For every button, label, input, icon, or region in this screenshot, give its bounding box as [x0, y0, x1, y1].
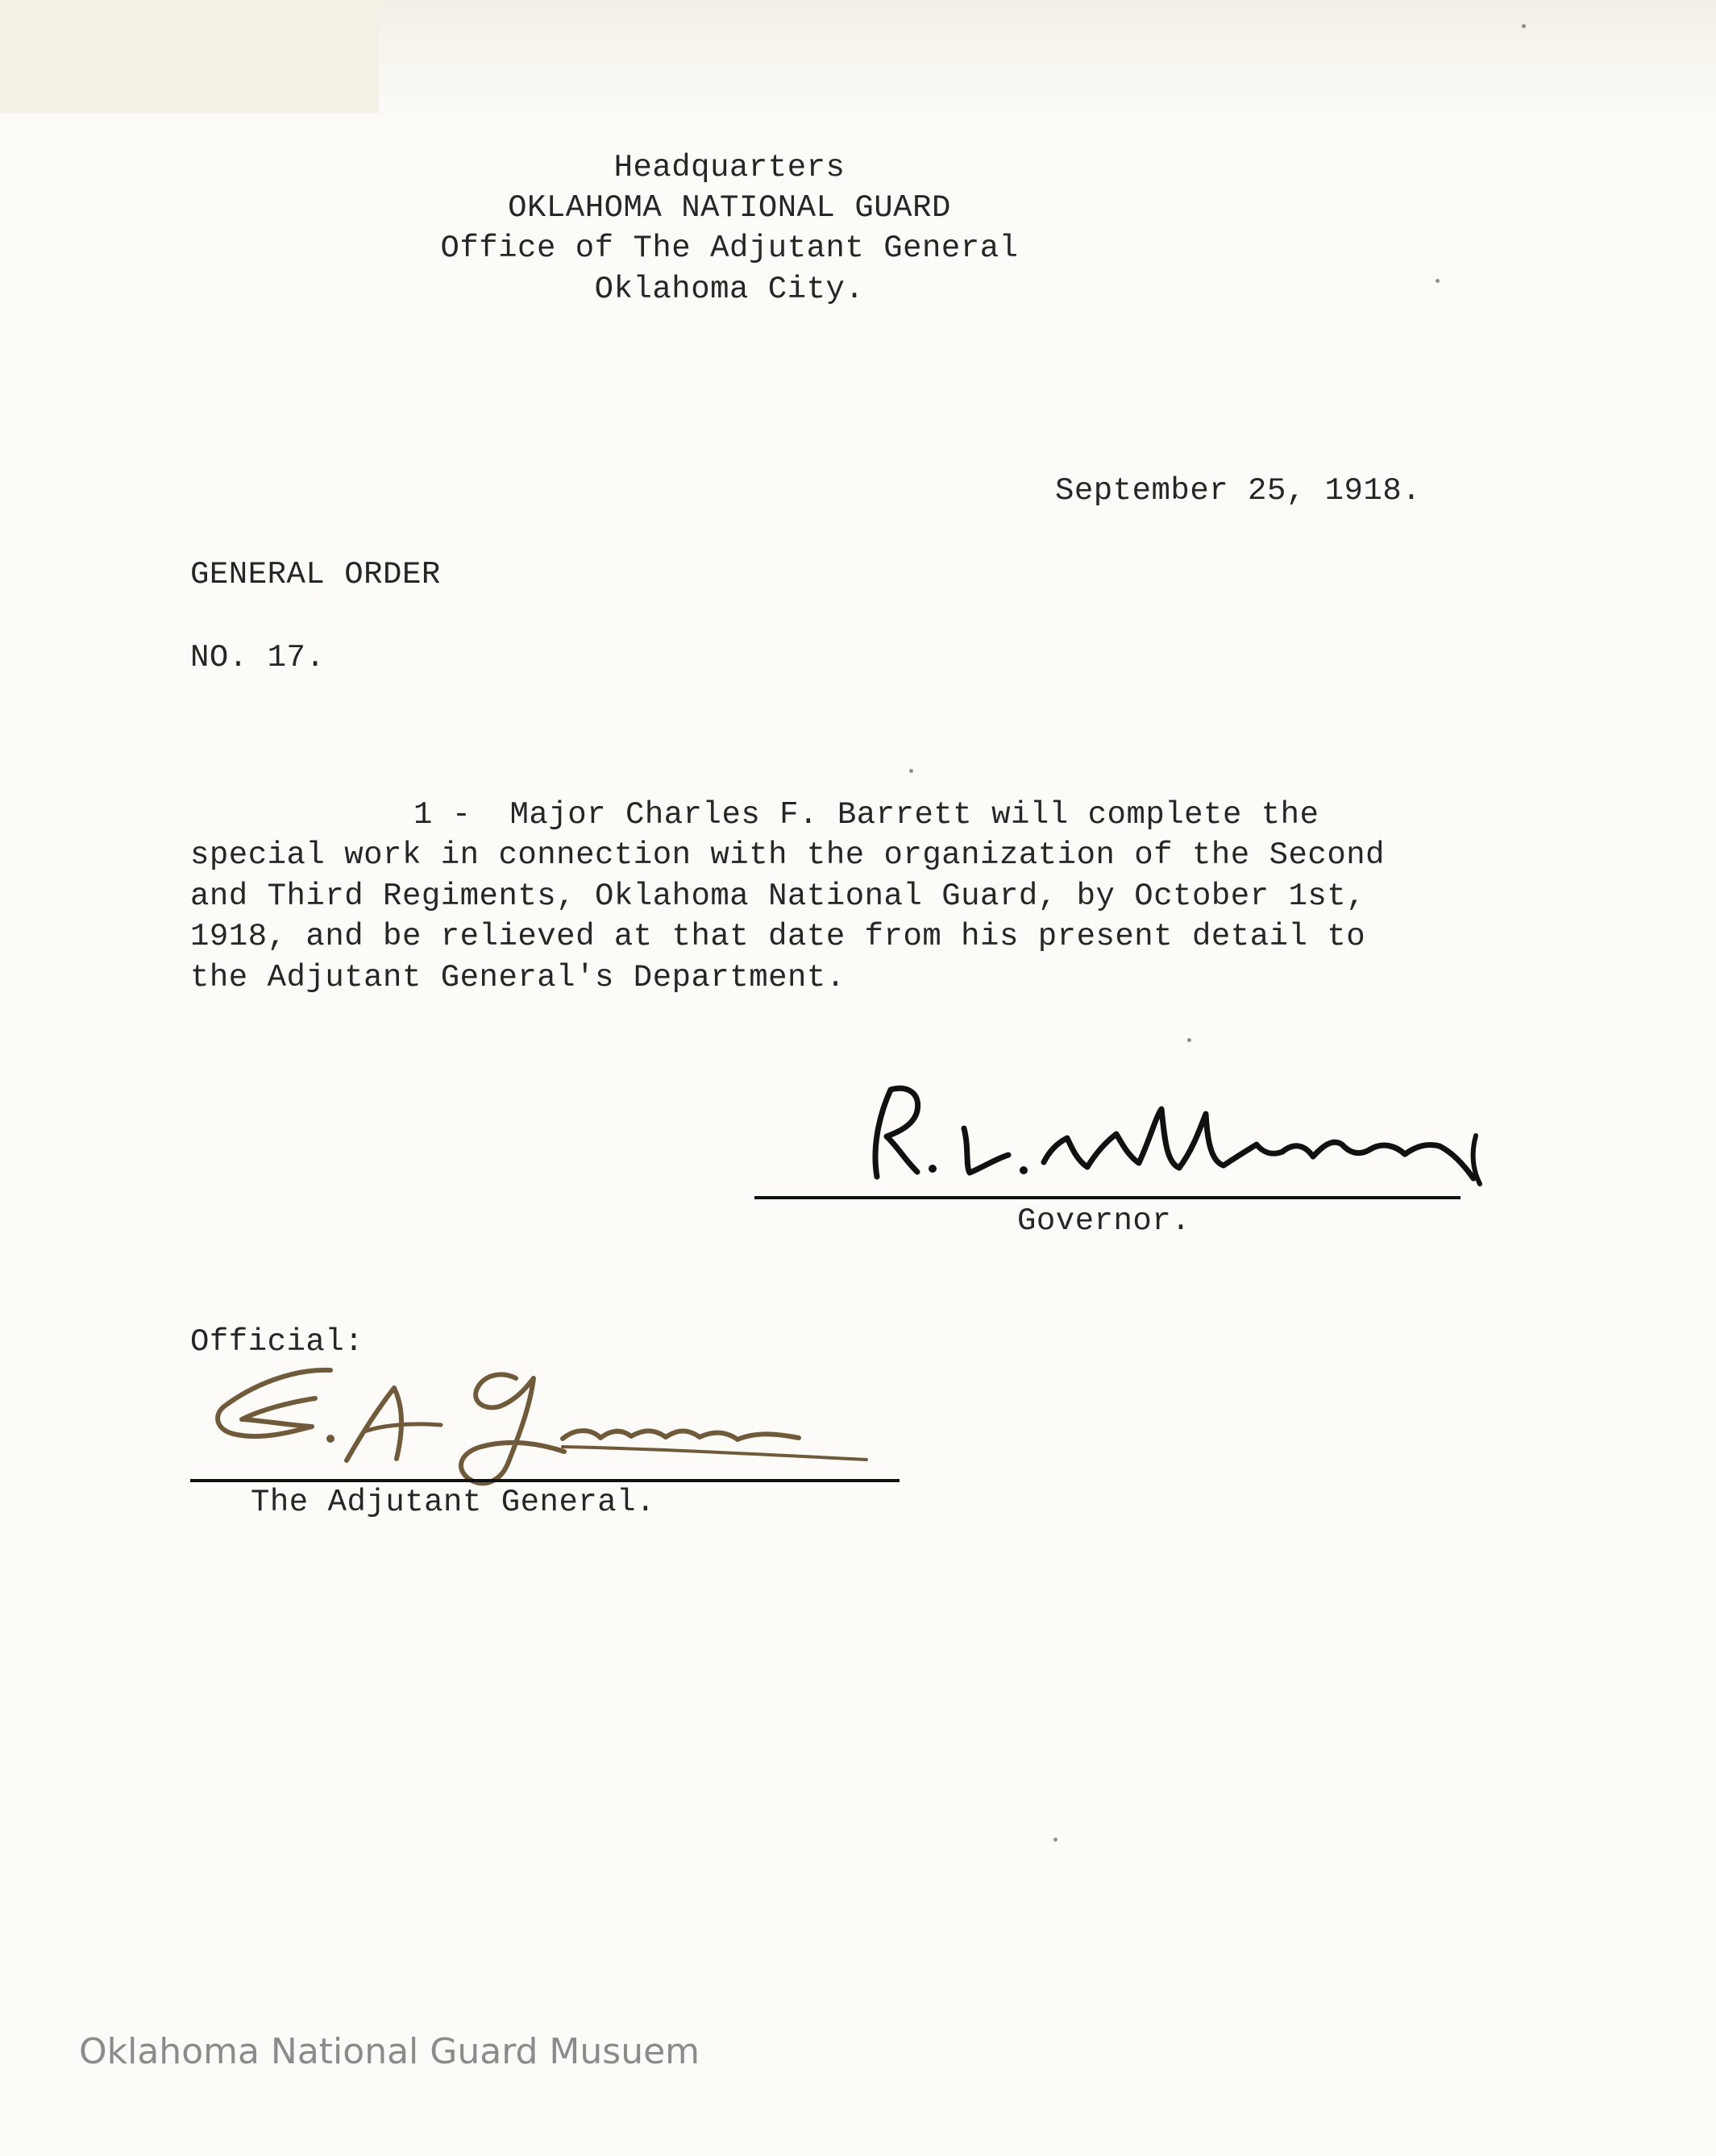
- order-number: NO. 17.: [190, 640, 326, 675]
- header-line-headquarters: Headquarters: [613, 150, 846, 185]
- adjutant-title: The Adjutant General.: [251, 1485, 655, 1520]
- body-line-2: special work in connection with the organization of the Second: [190, 837, 1386, 873]
- order-title: GENERAL ORDER: [190, 557, 441, 592]
- adjutant-signature: [210, 1362, 919, 1491]
- body-line-5: the Adjutant General's Department.: [190, 960, 846, 995]
- body-line-3: and Third Regiments, Oklahoma National Guard, by October 1st,: [190, 879, 1366, 914]
- governor-signature-line: [754, 1196, 1460, 1199]
- museum-watermark: Oklahoma National Guard Musuem: [79, 2031, 700, 2072]
- header-line-office: Office of The Adjutant General: [440, 231, 1019, 266]
- official-label: Official:: [190, 1324, 364, 1360]
- header-line-national-guard: OKLAHOMA NATIONAL GUARD: [508, 190, 951, 226]
- governor-signature: [854, 1072, 1515, 1189]
- header-line-city: Oklahoma City.: [594, 272, 865, 307]
- body-line-4: 1918, and be relieved at that date from his present detail to: [190, 919, 1366, 954]
- body-line-1: 1 - Major Charles F. Barrett will complete the: [413, 797, 1319, 833]
- order-date: September 25, 1918.: [1055, 473, 1422, 509]
- governor-title: Governor.: [1017, 1203, 1191, 1239]
